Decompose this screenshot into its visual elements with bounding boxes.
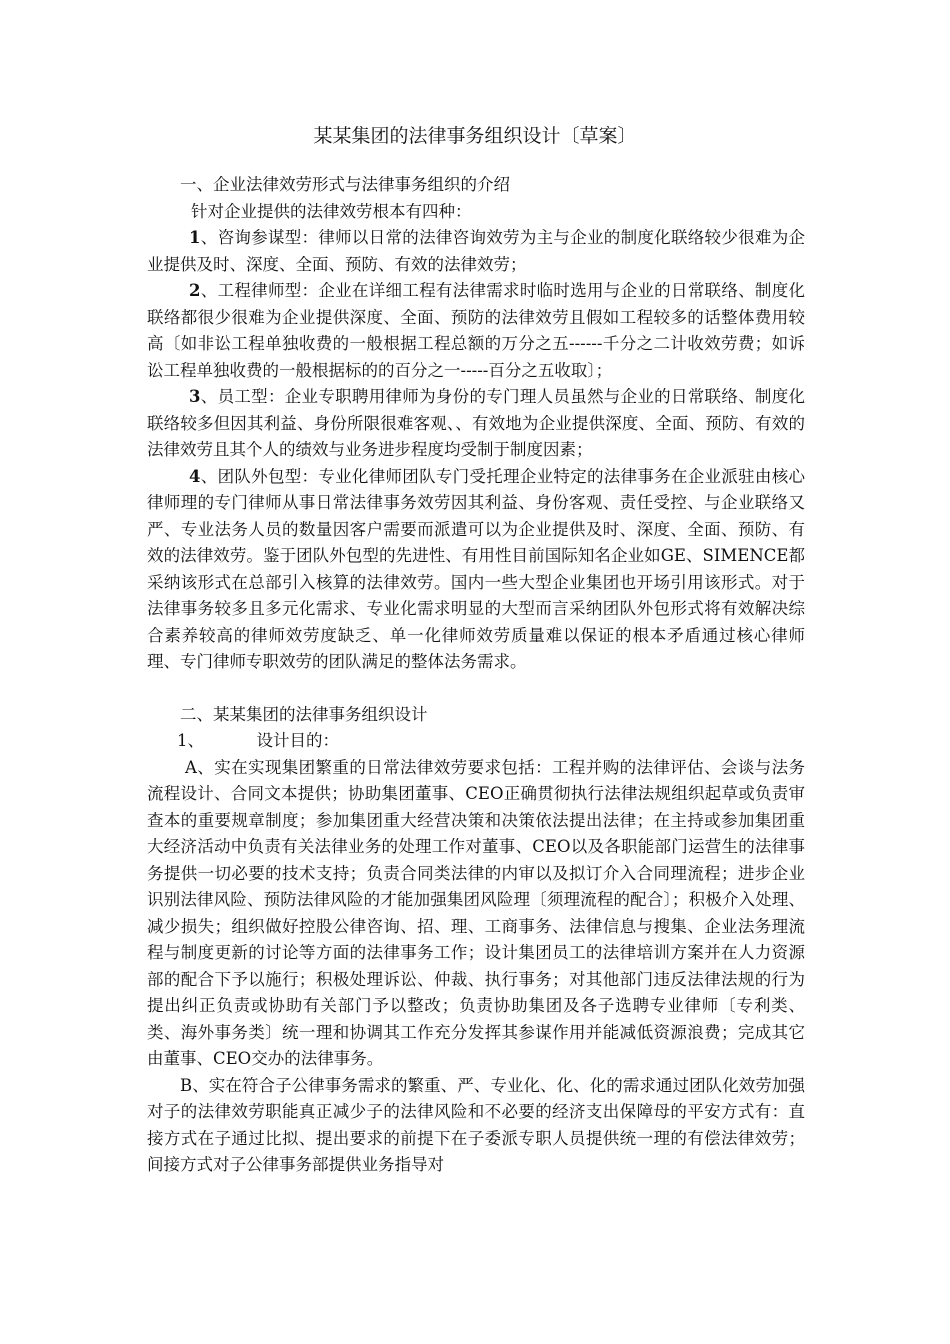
service-type-2 bbox=[147, 278, 805, 384]
subsection-title: 设计目的： bbox=[256, 731, 339, 750]
item-number: 3 bbox=[189, 387, 201, 406]
item-text: 、团队外包型：专业化律师团队专门受托理企业特定的法律事务在企业派驻由核心律师理的专门律师从事日常法律事务效劳因其利益、身份客观、责任受控、与企业联络又严、专业法务人员的数量因客户需要而派遣可以为企业提供及时、深度、全面、预防、有效的法律效劳。鉴于团队外包型的先进性、有用性目前国际知名企业如GE、SIMENCE都采纳该形式在总部引入核算的法律效劳。国内一些大型企业集团也开场引用该形式。对于法律事务较多且多元化需求、专业化需求明显的大型而言采纳团队外包形式将有效解决综合素养较高的律师效劳度缺乏、单一化律师效劳质量难以保证的根本矛盾通过核心律师理、专门律师专职效劳的团队满足的整体法务需求。 bbox=[147, 466, 805, 671]
subsection-heading bbox=[147, 728, 805, 755]
item-number: 4 bbox=[189, 466, 201, 486]
paragraph-gap bbox=[147, 676, 805, 702]
section1-heading: 一、企业法律效劳形式与法律事务组织的介绍 bbox=[180, 175, 510, 194]
item-number: 2 bbox=[189, 281, 201, 300]
section2-heading: 二、某某集团的法律事务组织设计 bbox=[180, 704, 428, 724]
document-body bbox=[147, 172, 805, 1179]
service-type-1 bbox=[147, 225, 805, 278]
item-text: 、工程律师型：企业在详细工程有法律需求时临时选用与企业的日常联络、制度化联络都很少很难为企业提供深度、全面、预防的法律效劳且假如工程较多的话整体费用较高〔如非讼工程单独收费的一般根据工程总额的万分之五------千分之二计收效劳费；如诉讼工程单独收费的一般根据标的的百分之一-----百分之五收取〕； bbox=[147, 281, 805, 380]
section1-intro: 针对企业提供的法律效劳根本有四种： bbox=[191, 201, 472, 221]
service-type-4 bbox=[147, 464, 805, 676]
item-text: 、员工型：企业专职聘用律师为身份的专门理人员虽然与企业的日常联络、制度化联络较多但因其利益、身份所限很难客观、、有效地为企业提供深度、全面、预防、有效的法律效劳且其个人的绩效与业务进步程度均受制于制度因素； bbox=[147, 387, 805, 459]
item-number: 1 bbox=[189, 228, 201, 247]
paragraph-a: A、实在实现集团繁重的日常法律效劳要求包括：工程并购的法律评估、会谈与法务流程设计、合同文本提供；协助集团董事、CEO正确贯彻执行法律法规组织起草或负责审查本的重要规章制度；参加集团重大经营决策和决策依法提出法律；在主持或参加集团重大经济活动中负责有关法律业务的处理工作对董事、CEO以及各职能部门运营生的法律事务提供一切必要的技术支持；负责合同类法律的内审以及拟订介入合同理流程；进步企业识别法律风险、预防法律风险的才能加强集团风险理〔须理流程的配合〕；积极介入处理、减少损失；组织做好控股公律咨询、招、理、工商事务、法律信息与搜集、企业法务理流程与制度更新的讨论等方面的法律事务工作；设计集团员工的法律培训方案并在人力资源部的配合下予以施行；积极处理诉讼、仲裁、执行事务；对其他部门违反法律法规的行为提出纠正负责或协助有关部门予以整改；负责协助集团及各子选聘专业律师〔专利类、类、海外事务类〕统一理和协调其工作充分发挥其参谋作用并能减低资源浪费；完成其它由董事、CEO交办的法律事务。 bbox=[147, 757, 805, 1068]
paragraph-b: B、实在符合子公律事务需求的繁重、严、专业化、化、化的需求通过团队化效劳加强对子的法律效劳职能真正减少子的法律风险和不必要的经济支出保障母的平安方式有：直接方式在子通过比拟、提出要求的前提下在子委派专职人员提供统一理的有偿法律效劳；间接方式对子公律事务部提供业务指导对 bbox=[147, 1075, 805, 1174]
service-type-3 bbox=[147, 384, 805, 464]
document-title: 某某集团的法律事务组织设计〔草案〕 bbox=[313, 125, 637, 147]
subsection-number: 1、 bbox=[177, 731, 204, 750]
item-text: 、咨询参谋型：律师以日常的法律咨询效劳为主与企业的制度化联络较少很难为企业提供及时、深度、全面、预防、有效的法律效劳； bbox=[147, 228, 805, 274]
